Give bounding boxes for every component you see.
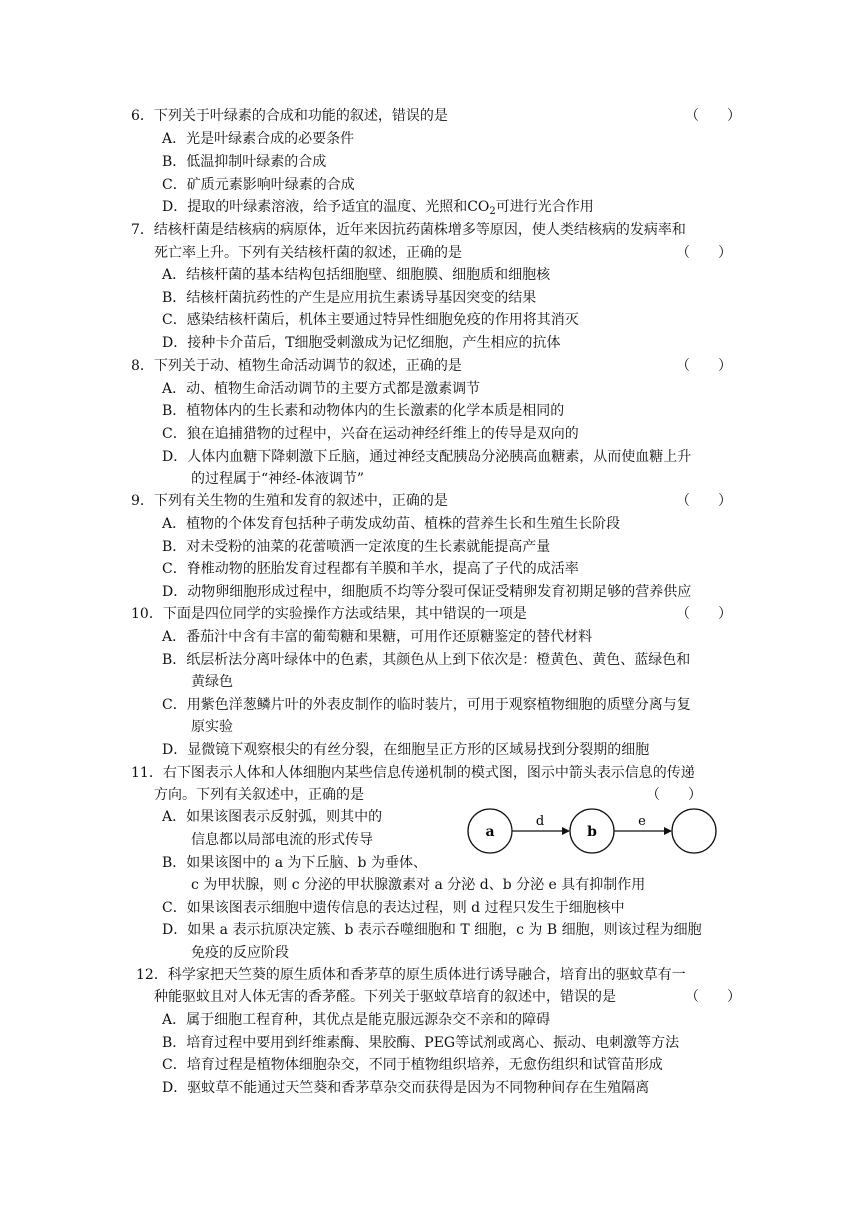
question-11-option-a-line2: 信息都以局部电流的形式传导 xyxy=(191,832,373,848)
arrow-d-label: d xyxy=(535,814,545,829)
question-12-stem-line2: 种能驱蚊且对人体无害的香茅醛。下列关于驱蚊草培育的叙述中，错误的是 xyxy=(154,989,616,1005)
question-9-option-b: B．对未受粉的油菜的花蕾喷洒一定浓度的生长素就能提高产量 xyxy=(162,539,551,555)
question-6-option-d-text-end: 可进行光合作用 xyxy=(495,199,594,215)
question-10-option-c-line1: C．用紫色洋葱鳞片叶的外表皮制作的临时装片，可用于观察植物细胞的质壁分离与复 xyxy=(162,697,691,713)
question-11-option-d-line1: D．如果 a 表示抗原决定簇、b 表示吞噬细胞和 T 细胞，c 为 B 细胞，则该过程为细胞 xyxy=(162,922,702,938)
question-8-option-d-line2: 的过程属于“神经-体液调节” xyxy=(191,471,365,487)
question-12-answer-bracket: （ ） xyxy=(685,989,741,1005)
question-10-option-c-line2: 原实验 xyxy=(191,719,233,735)
question-8-answer-bracket: （ ） xyxy=(676,358,732,374)
question-7-stem-line2: 死亡率上升。下列有关结核杆菌的叙述，正确的是 xyxy=(154,245,462,261)
question-6-option-a: A．光是叶绿素合成的必要条件 xyxy=(162,131,355,147)
question-12-option-c: C．培育过程是植物体细胞杂交，不同于植物组织培养，无愈伤组织和试管苗形成 xyxy=(162,1057,663,1073)
question-9-answer-bracket: （ ） xyxy=(676,493,732,509)
question-8-option-a: A．动、植物生命活动调节的主要方式都是激素调节 xyxy=(162,381,481,397)
question-10-option-d: D．显微镜下观察根尖的有丝分裂，在细胞呈正方形的区域易找到分裂期的细胞 xyxy=(162,742,650,758)
question-12-option-b: B．培育过程中要用到纤维素酶、果胶酶、PEG等试剂或离心、振动、电刺激等方法 xyxy=(162,1035,680,1051)
question-11-stem-line2: 方向。下列有关叙述中，正确的是 xyxy=(154,787,364,803)
question-12-option-a: A．属于细胞工程育种，其优点是能克服远源杂交不亲和的障碍 xyxy=(162,1012,551,1028)
question-12-option-d: D．驱蚊草不能通过天竺葵和香茅草杂交而获得是因为不同物种间存在生殖隔离 xyxy=(162,1080,650,1096)
question-9-option-a: A．植物的个体发育包括种子萌发成幼苗、植株的营养生长和生殖生长阶段 xyxy=(162,516,621,532)
question-7-option-d: D．接种卡介苗后，T细胞受刺激成为记忆细胞，产生相应的抗体 xyxy=(162,335,561,351)
question-7-option-a: A．结核杆菌的基本结构包括细胞壁、细胞膜、细胞质和细胞核 xyxy=(162,267,551,283)
node-c-circle xyxy=(672,809,716,853)
question-9-stem: 9．下列有关生物的生殖和发育的叙述中，正确的是 xyxy=(131,493,448,509)
question-11-option-b-line2: c 为甲状腺，则 c 分泌的甲状腺激素对 a 分泌 d、b 分泌 e 具有抑制作用 xyxy=(191,877,646,893)
question-8-option-b: B．植物体内的生长素和动物体内的生长激素的化学本质是相同的 xyxy=(162,403,565,419)
node-b-label: b xyxy=(587,824,597,840)
question-11-answer-bracket: （ ） xyxy=(646,787,702,803)
co2-subscript: 2 xyxy=(489,206,496,217)
question-6-option-d-text: D．提取的叶绿素溶液，给予适宜的温度、光照和CO xyxy=(162,199,490,215)
question-11-option-a-line1: A．如果该图表示反射弧，则其中的 xyxy=(162,809,383,825)
arrow-e-label: e xyxy=(638,814,646,829)
question-7-option-b: B．结核杆菌抗药性的产生是应用抗生素诱导基因突变的结果 xyxy=(162,290,537,306)
signal-transmission-diagram xyxy=(462,800,722,862)
question-11-option-d-line2: 免疫的反应阶段 xyxy=(191,945,289,961)
question-10-answer-bracket: （ ） xyxy=(676,606,732,622)
question-12-stem-line1: 12．科学家把天竺葵的原生质体和香茅草的原生质体进行诱导融合，培育出的驱蚊草有一 xyxy=(136,967,686,983)
question-11-option-c: C．如果该图表示细胞中遗传信息的表达过程，则 d 过程只发生于细胞核中 xyxy=(162,900,625,916)
question-9-option-d: D．动物卵细胞形成过程中，细胞质不均等分裂可保证受精卵发育初期足够的营养供应 xyxy=(162,584,692,600)
question-6-option-d xyxy=(162,196,594,218)
question-10-stem: 10．下面是四位同学的实验操作方法或结果，其中错误的一项是 xyxy=(131,606,527,622)
question-6-option-b: B．低温抑制叶绿素的合成 xyxy=(162,154,327,170)
question-8-stem: 8．下列关于动、植物生命活动调节的叙述，正确的是 xyxy=(131,358,462,374)
question-10-option-b-line1: B．纸层析法分离叶绿体中的色素，其颜色从上到下依次是：橙黄色、黄色、蓝绿色和 xyxy=(162,652,691,668)
question-6-stem: 6．下列关于叶绿素的合成和功能的叙述，错误的是 xyxy=(131,108,448,124)
question-7-option-c: C．感染结核杆菌后，机体主要通过特异性细胞免疫的作用将其消灭 xyxy=(162,312,579,328)
question-8-option-c: C．狼在追捕猎物的过程中，兴奋在运动神经纤维上的传导是双向的 xyxy=(162,426,579,442)
question-10-option-b-line2: 黄绿色 xyxy=(191,674,233,690)
question-7-stem-line1: 7．结核杆菌是结核病的病原体，近年来因抗药菌株增多等原因，使人类结核病的发病率和 xyxy=(131,222,686,238)
node-a-label: a xyxy=(485,824,495,840)
question-6-option-c: C．矿质元素影响叶绿素的合成 xyxy=(162,177,355,193)
question-11-option-b-line1: B．如果该图中的 a 为下丘脑、b 为垂体、 xyxy=(162,855,427,871)
question-6-answer-bracket: （ ） xyxy=(685,108,741,124)
question-11-stem-line1: 11．右下图表示人体和人体细胞内某些信息传递机制的模式图，图示中箭头表示信息的传递 xyxy=(131,765,695,781)
question-9-option-c: C．脊椎动物的胚胎发育过程都有羊膜和羊水，提高了子代的成活率 xyxy=(162,561,579,577)
question-7-answer-bracket: （ ） xyxy=(676,245,732,261)
question-10-option-a: A．番茄汁中含有丰富的葡萄糖和果糖，可用作还原糖鉴定的替代材料 xyxy=(162,629,593,645)
question-8-option-d-line1: D．人体内血糖下降刺激下丘脑，通过神经支配胰岛分泌胰高血糖素，从而使血糖上升 xyxy=(162,449,692,465)
